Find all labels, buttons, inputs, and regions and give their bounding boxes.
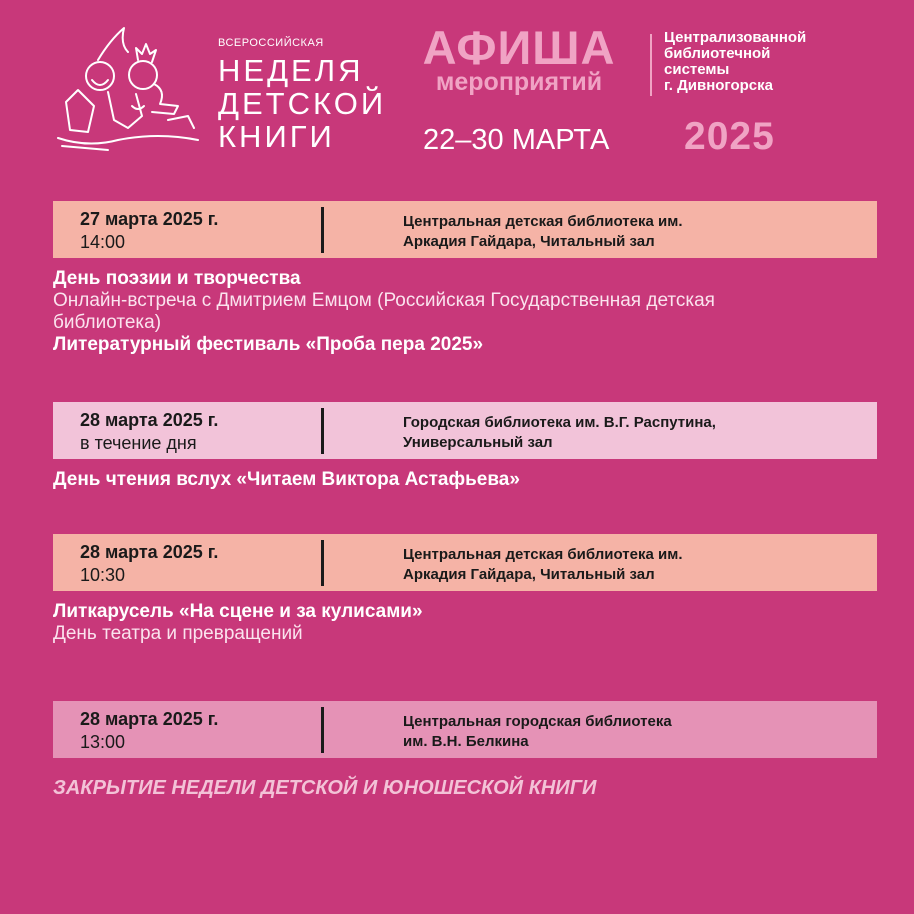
event-details-3 xyxy=(53,601,423,645)
event-time: в течение дня xyxy=(80,433,197,453)
event-date: 28 марта 2025 г. xyxy=(80,709,219,729)
week-line-2: ДЕТСКОЙ xyxy=(218,86,387,121)
event-extra: Литературный фестиваль «Проба пера 2025» xyxy=(53,334,484,355)
event-place-line: Городская библиотека им. В.Г. Распутина, xyxy=(403,414,716,431)
event-place-line: Центральная детская библиотека им. xyxy=(403,213,683,230)
event-dates: 22–30 МАРТА xyxy=(423,124,610,156)
week-line-1: НЕДЕЛЯ xyxy=(218,53,364,88)
cbs-line-3: системы xyxy=(664,61,730,78)
afisha-subtitle: мероприятий xyxy=(435,68,603,96)
event-description: библиотека) xyxy=(53,312,162,333)
week-line-3: КНИГИ xyxy=(218,119,335,154)
event-place-line: Универсальный зал xyxy=(403,434,553,451)
bar-divider xyxy=(321,707,324,753)
event-title: Литкарусель «На сцене и за кулисами» xyxy=(53,601,423,622)
event-place-line: Аркадия Гайдара, Читальный зал xyxy=(403,566,655,583)
event-bar-2 xyxy=(53,402,877,459)
children-reading-book-icon xyxy=(48,20,218,155)
cbs-name xyxy=(664,30,806,94)
event-place xyxy=(403,712,672,752)
bar-divider xyxy=(321,207,324,253)
event-title: День поэзии и творчества xyxy=(53,268,301,289)
event-place xyxy=(403,545,683,585)
event-place xyxy=(403,212,683,252)
event-date: 28 марта 2025 г. xyxy=(80,410,219,430)
cbs-line-2: библиотечной xyxy=(664,45,771,62)
event-bar-3 xyxy=(53,534,877,591)
event-date: 27 марта 2025 г. xyxy=(80,209,219,229)
event-time: 13:00 xyxy=(80,732,126,752)
event-time: 10:30 xyxy=(80,565,126,585)
event-bar-4 xyxy=(53,701,877,758)
event-details-2 xyxy=(53,469,520,491)
closing-title: ЗАКРЫТИЕ НЕДЕЛИ ДЕТСКОЙ И ЮНОШЕСКОЙ КНИГИ xyxy=(53,777,597,799)
event-time: 14:00 xyxy=(80,232,126,252)
week-title xyxy=(218,54,386,153)
event-date: 28 марта 2025 г. xyxy=(80,542,219,562)
afisha-title: АФИША xyxy=(422,21,616,74)
event-title: День чтения вслух «Читаем Виктора Астафьева» xyxy=(53,469,520,490)
event-place-line: Аркадия Гайдара, Читальный зал xyxy=(403,233,655,250)
event-year: 2025 xyxy=(684,115,775,158)
week-small-label: ВСЕРОССИЙСКАЯ xyxy=(218,37,324,49)
event-place-line: им. В.Н. Белкина xyxy=(403,733,529,750)
event-description: День театра и превращений xyxy=(53,623,303,644)
event-description: Онлайн-встреча с Дмитрием Емцом (Российская Государственная детская xyxy=(53,290,715,311)
event-place xyxy=(403,413,716,453)
header-divider xyxy=(650,34,652,96)
event-place-line: Центральная детская библиотека им. xyxy=(403,546,683,563)
bar-divider xyxy=(321,540,324,586)
cbs-line-4: г. Дивногорска xyxy=(664,77,773,94)
event-bar-1 xyxy=(53,201,877,258)
event-place-line: Центральная городская библиотека xyxy=(403,713,672,730)
bar-divider xyxy=(321,408,324,454)
cbs-line-1: Централизованной xyxy=(664,29,807,46)
event-details-1 xyxy=(53,268,715,356)
